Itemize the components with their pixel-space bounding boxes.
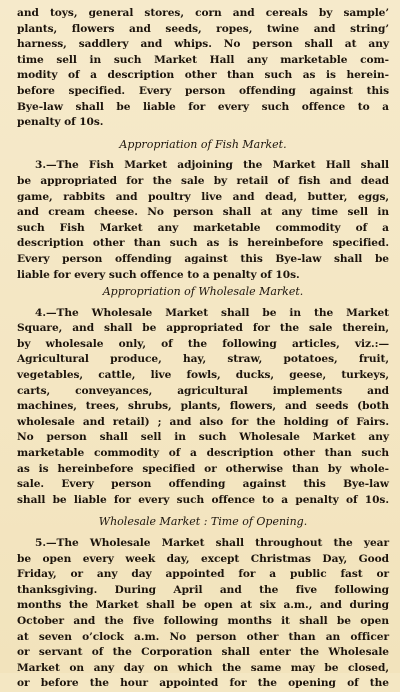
text-line: or before the hour appointed for the opening of the: [17, 677, 389, 690]
text-line: and cream cheese. No person shall at any time sell in: [17, 206, 389, 219]
text-line: at seven o’clock a.m. No person other than an officer: [17, 630, 389, 643]
text-line: before specified. Every person offending against this: [17, 84, 389, 97]
text-line: 5.—The Wholesale Market shall throughout the year: [35, 537, 389, 549]
paragraph-5-time-of-opening: [17, 536, 389, 692]
paragraph-market-hall-continued: [17, 6, 389, 131]
text-line: penalty of 10s.: [17, 116, 104, 129]
text-line: by wholesale only, of the following articles, viz.:—: [17, 337, 389, 350]
text-line: time sell in such Market Hall any marketable com-: [17, 53, 389, 66]
paragraph-3-fish-market: [17, 158, 389, 283]
section-heading-wholesale-market: Appropriation of Wholesale Market.: [102, 285, 304, 299]
text-line: marketable commodity of a description other than such: [17, 447, 389, 460]
text-line: liable for every such offence to a penalty of 10s.: [17, 268, 300, 281]
text-line: October and the five following months it shall be open: [17, 614, 389, 627]
text-line: 3.—The Fish Market adjoining the Market Hall shall: [35, 159, 389, 172]
text-line: be appropriated for the sale by retail of fish and dead: [17, 174, 389, 187]
text-line: 4.—The Wholesale Market shall be in the Market: [35, 306, 389, 319]
text-line: Bye-law shall be liable for every such offence to a: [17, 100, 389, 113]
text-line: sale. Every person offending against this Bye-law: [17, 478, 389, 491]
text-line: Every person offending against this Bye-law shall be: [17, 252, 389, 265]
text-line: plants, flowers and seeds, ropes, twine and string’: [17, 22, 389, 35]
text-line: game, rabbits and poultry live and dead, butter, eggs,: [17, 190, 389, 203]
text-line: as is hereinbefore specified or otherwise than by whole-: [17, 462, 389, 475]
section-heading-fish-market: Appropriation of Fish Market.: [119, 137, 287, 151]
text-line: Market on any day on which the same may be closed,: [17, 661, 389, 674]
text-line: months the Market shall be open at six a.m., and during: [17, 599, 389, 612]
text-line: wholesale and retail) ; and also for the holding of Fairs.: [17, 415, 389, 428]
text-line: carts, conveyances, agricultural implements and: [17, 384, 389, 397]
text-line: vegetables, cattle, live fowls, ducks, geese, turkeys,: [17, 369, 389, 382]
text-line: description other than such as is hereinbefore specified.: [17, 237, 389, 250]
text-line: Friday, or any day appointed for a public fast or: [17, 568, 389, 581]
text-line: machines, trees, shrubs, plants, flowers, and seeds (both: [17, 400, 389, 413]
section-heading-time-of-opening: Wholesale Market : Time of Opening.: [98, 515, 308, 529]
text-line: and toys, general stores, corn and cereals by sample’: [17, 7, 389, 19]
text-line: Square, and shall be appropriated for the sale therein,: [17, 322, 389, 335]
text-line: Agricultural produce, hay, straw, potatoes, fruit,: [17, 353, 389, 366]
text-line: be open every week day, except Christmas Day, Good: [17, 552, 389, 565]
text-line: shall be liable for every such offence to a penalty of 10s.: [17, 493, 389, 506]
text-line: or servant of the Corporation shall enter the Wholesale: [17, 646, 389, 659]
text-line: harness, saddlery and whips. No person shall at any: [17, 38, 389, 51]
paragraph-4-wholesale-market: [17, 306, 389, 509]
text-line: such Fish Market any marketable commodity of a: [17, 221, 389, 234]
text-line: modity of a description other than such as is herein-: [17, 69, 389, 82]
text-line: No person shall sell in such Wholesale Market any: [17, 431, 389, 444]
text-line: thanksgiving. During April and the five following: [17, 583, 389, 596]
